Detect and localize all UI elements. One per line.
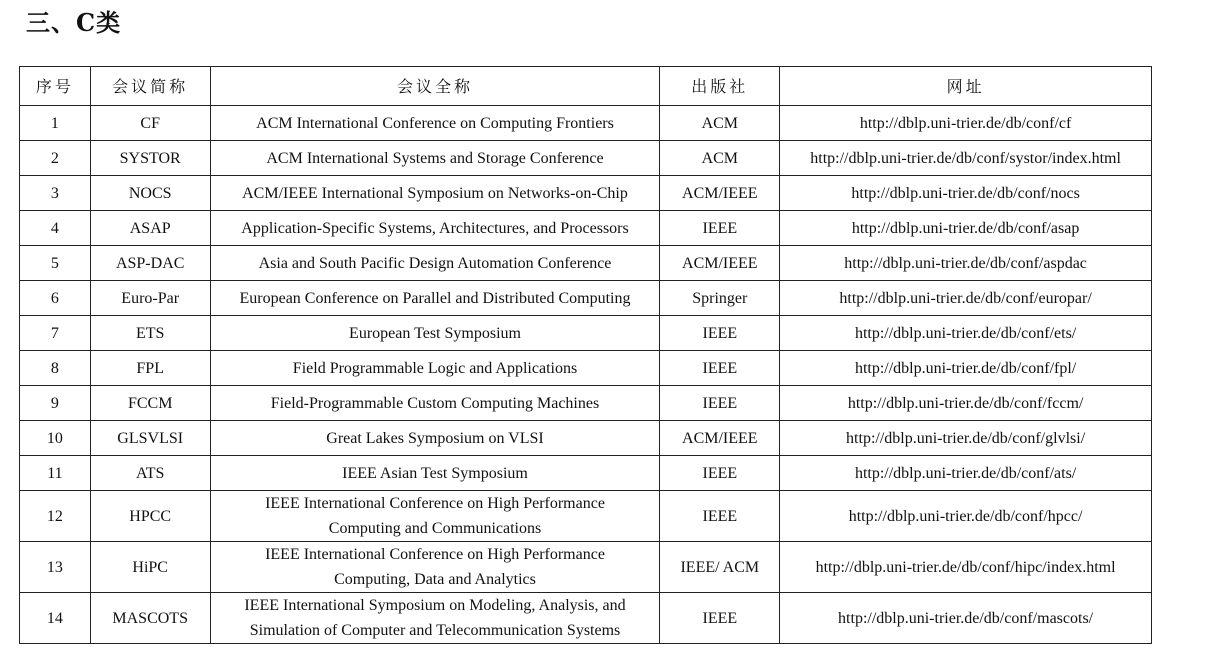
full-name-line: Field Programmable Logic and Applications [292,359,578,377]
cell-number: 2 [20,141,91,176]
full-name-line: European Conference on Parallel and Distributed Computing [239,289,631,307]
cell-abbreviation: ASP-DAC [90,246,210,281]
table-row [20,106,1152,141]
cell-full-name [210,106,660,141]
cell-full-name [210,316,660,351]
cell-url: http://dblp.uni-trier.de/db/conf/ats/ [780,456,1152,491]
cell-number: 6 [20,281,91,316]
header-url: 网址 [780,67,1152,106]
cell-url: http://dblp.uni-trier.de/db/conf/europar/ [780,281,1152,316]
header-full-name: 会议全称 [210,67,660,106]
cell-number: 10 [20,421,91,456]
cell-publisher: IEEE [660,316,780,351]
cell-number: 7 [20,316,91,351]
cell-abbreviation: FCCM [90,386,210,421]
table-row [20,141,1152,176]
header-publisher: 出版社 [660,67,780,106]
table-row [20,246,1152,281]
full-name-line: ACM/IEEE International Symposium on Networks-on-Chip [242,184,628,202]
cell-abbreviation: ATS [90,456,210,491]
cell-publisher: ACM/IEEE [660,176,780,211]
table-row [20,491,1152,542]
cell-abbreviation: HPCC [90,491,210,542]
cell-full-name [210,386,660,421]
cell-url: http://dblp.uni-trier.de/db/conf/mascots/ [780,593,1152,644]
cell-full-name [210,211,660,246]
cell-full-name [210,456,660,491]
cell-full-name [210,491,660,542]
full-name-line: Application-Specific Systems, Architectures, and Processors [241,219,629,237]
cell-url: http://dblp.uni-trier.de/db/conf/hpcc/ [780,491,1152,542]
full-name-line: ACM International Systems and Storage Conference [266,149,604,167]
cell-full-name [210,141,660,176]
cell-url: http://dblp.uni-trier.de/db/conf/cf [780,106,1152,141]
full-name-line: IEEE Asian Test Symposium [342,464,528,482]
table-row [20,421,1152,456]
cell-publisher: ACM/IEEE [660,246,780,281]
cell-publisher: IEEE [660,491,780,542]
cell-url: http://dblp.uni-trier.de/db/conf/asap [780,211,1152,246]
table-row [20,542,1152,593]
cell-full-name [210,351,660,386]
cell-abbreviation: Euro-Par [90,281,210,316]
full-name-line: Asia and South Pacific Design Automation Conference [258,254,612,272]
cell-publisher: ACM [660,106,780,141]
cell-publisher: ACM/IEEE [660,421,780,456]
cell-full-name [210,281,660,316]
table-row [20,593,1152,644]
cell-url: http://dblp.uni-trier.de/db/conf/glvlsi/ [780,421,1152,456]
table-row [20,456,1152,491]
cell-url: http://dblp.uni-trier.de/db/conf/hipc/index.html [780,542,1152,593]
cell-publisher: IEEE [660,386,780,421]
header-number: 序号 [20,67,91,106]
cell-url: http://dblp.uni-trier.de/db/conf/fpl/ [780,351,1152,386]
cell-number: 11 [20,456,91,491]
table-row [20,281,1152,316]
full-name-line: Great Lakes Symposium on VLSI [326,429,544,447]
cell-url: http://dblp.uni-trier.de/db/conf/ets/ [780,316,1152,351]
full-name-line: ACM International Conference on Computing Frontiers [256,114,614,132]
cell-number: 4 [20,211,91,246]
cell-number: 5 [20,246,91,281]
cell-publisher: IEEE [660,593,780,644]
table-row [20,316,1152,351]
full-name-line: Computing and Communications [328,520,542,537]
cell-full-name [210,593,660,644]
cell-publisher: Springer [660,281,780,316]
cell-number: 3 [20,176,91,211]
cell-abbreviation: SYSTOR [90,141,210,176]
header-abbreviation: 会议简称 [90,67,210,106]
cell-number: 14 [20,593,91,644]
conference-table [19,66,1152,644]
cell-url: http://dblp.uni-trier.de/db/conf/systor/index.html [780,141,1152,176]
cell-abbreviation: ETS [90,316,210,351]
cell-abbreviation: GLSVLSI [90,421,210,456]
cell-url: http://dblp.uni-trier.de/db/conf/aspdac [780,246,1152,281]
cell-full-name [210,246,660,281]
full-name-line: IEEE International Conference on High Performance [265,546,605,563]
cell-publisher: IEEE [660,351,780,386]
table-row [20,351,1152,386]
cell-number: 1 [20,106,91,141]
full-name-line: IEEE International Conference on High Performance [265,495,605,512]
cell-abbreviation: HiPC [90,542,210,593]
table-body [20,106,1152,644]
full-name-line: European Test Symposium [349,324,521,342]
table-row [20,211,1152,246]
table-row [20,176,1152,211]
cell-abbreviation: NOCS [90,176,210,211]
cell-publisher: IEEE [660,456,780,491]
full-name-line: Simulation of Computer and Telecommunication Systems [249,622,621,639]
cell-full-name [210,542,660,593]
table-header-row [20,67,1152,106]
cell-url: http://dblp.uni-trier.de/db/conf/nocs [780,176,1152,211]
cell-full-name [210,421,660,456]
cell-publisher: ACM [660,141,780,176]
table-row [20,386,1152,421]
cell-abbreviation: CF [90,106,210,141]
cell-publisher: IEEE [660,211,780,246]
cell-abbreviation: ASAP [90,211,210,246]
cell-number: 9 [20,386,91,421]
cell-abbreviation: FPL [90,351,210,386]
cell-number: 12 [20,491,91,542]
section-heading: 三、C类 [26,8,122,37]
full-name-line: Computing, Data and Analytics [334,571,536,588]
cell-number: 8 [20,351,91,386]
cell-publisher: IEEE/ ACM [660,542,780,593]
cell-full-name [210,176,660,211]
full-name-line: Field-Programmable Custom Computing Machines [270,394,600,412]
full-name-line: IEEE International Symposium on Modeling, Analysis, and [244,597,626,614]
cell-url: http://dblp.uni-trier.de/db/conf/fccm/ [780,386,1152,421]
cell-number: 13 [20,542,91,593]
cell-abbreviation: MASCOTS [90,593,210,644]
